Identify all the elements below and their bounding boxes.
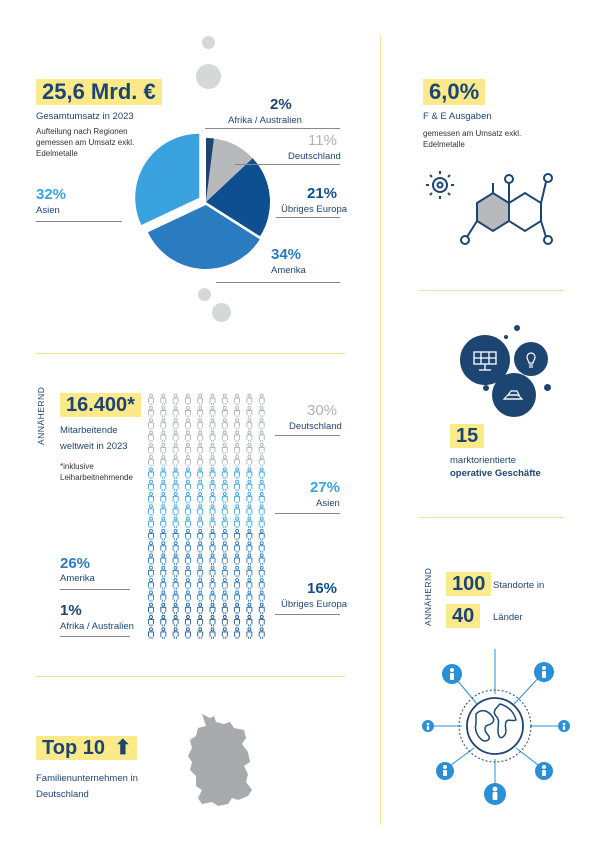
person-icon [149, 419, 154, 430]
person-icon [259, 542, 264, 553]
decor-bubble [514, 325, 520, 331]
person-icon [149, 406, 154, 417]
person-icon [149, 505, 154, 516]
person-icon [161, 566, 166, 577]
person-icon [198, 456, 203, 467]
person-icon [161, 394, 166, 405]
person-icon [161, 616, 166, 627]
person-icon [198, 480, 203, 491]
person-icon [235, 603, 240, 614]
person-icon [222, 431, 227, 442]
divider-left-1 [35, 353, 345, 354]
locations-sites-number: 100 [446, 572, 491, 596]
person-icon [198, 591, 203, 602]
person-icon [222, 628, 227, 639]
person-icon [185, 468, 190, 479]
person-icon [185, 456, 190, 467]
person-icon [222, 468, 227, 479]
person-icon [185, 628, 190, 639]
person-icon [161, 579, 166, 590]
rnd-headline: 6,0% [423, 79, 485, 105]
person-icon [247, 566, 252, 577]
person-icon [210, 443, 215, 454]
family-headline [36, 736, 137, 760]
person-icon [222, 394, 227, 405]
person-icon [149, 480, 154, 491]
person-icon [222, 406, 227, 417]
employees-approx-label: ANNÄHERND [36, 386, 46, 445]
person-icon [185, 419, 190, 430]
revenue-label-america: Amerika [271, 265, 306, 276]
person-icon [198, 603, 203, 614]
person-icon [161, 406, 166, 417]
person-icon [235, 456, 240, 467]
person-icon [210, 591, 215, 602]
employees-note: *inklusive Leiharbeitnehmende [60, 462, 133, 482]
person-icon [161, 443, 166, 454]
person-icon [247, 456, 252, 467]
person-icon [247, 616, 252, 627]
person-icon [198, 566, 203, 577]
person-icon [161, 603, 166, 614]
person-icon [185, 394, 190, 405]
person-icon [222, 591, 227, 602]
person-icon [222, 529, 227, 540]
person-icon [198, 406, 203, 417]
person-icon [222, 566, 227, 577]
person-icon [173, 616, 178, 627]
person-icon [259, 603, 264, 614]
person-icon [173, 480, 178, 491]
person-icon [235, 406, 240, 417]
locations-approx-label: ANNÄHERND [423, 567, 433, 626]
revenue-title: Gesamtumsatz in 2023 [36, 111, 134, 122]
person-icon [247, 480, 252, 491]
person-icon [235, 505, 240, 516]
person-icon [235, 591, 240, 602]
person-icon [259, 554, 264, 565]
person-icon [235, 566, 240, 577]
decor-bubble [544, 384, 551, 391]
person-icon [247, 591, 252, 602]
person-icon [247, 443, 252, 454]
person-icon [149, 394, 154, 405]
person-icon [210, 431, 215, 442]
person-icon [247, 628, 252, 639]
person-icon [210, 566, 215, 577]
revenue-label-europe: Übriges Europa [281, 204, 348, 215]
person-icon [198, 579, 203, 590]
person-icon [173, 394, 178, 405]
person-icon [198, 616, 203, 627]
person-icon [161, 542, 166, 553]
leader-line [276, 217, 340, 218]
person-icon [198, 493, 203, 504]
person-icon [173, 505, 178, 516]
leader-line [235, 164, 340, 165]
business-number: 15 [450, 424, 484, 448]
family-title: Familienunternehmen in Deutschland [36, 773, 138, 800]
leader-line [36, 221, 122, 222]
person-icon [235, 517, 240, 528]
person-icon [247, 493, 252, 504]
person-icon [161, 456, 166, 467]
person-icon [235, 480, 240, 491]
person-icon [247, 468, 252, 479]
revenue-pct-asia: 32% [36, 186, 67, 203]
employee-icon-grid [145, 392, 270, 642]
person-icon [185, 406, 190, 417]
person-icon [235, 529, 240, 540]
person-icon [235, 493, 240, 504]
person-icon [222, 443, 227, 454]
person-icon [185, 480, 190, 491]
person-icon [198, 419, 203, 430]
rnd-note: gemessen am Umsatz exkl. Edelmetalle [423, 129, 522, 149]
person-icon [247, 529, 252, 540]
person-icon [235, 431, 240, 442]
person-icon [173, 456, 178, 467]
molecule-gear-icon [420, 165, 560, 250]
employees-label-africa: Afrika / Australien [60, 621, 134, 632]
person-icon [173, 431, 178, 442]
employees-label-europe: Übriges Europa [281, 599, 348, 610]
revenue-pct-germany: 11% [308, 132, 337, 149]
person-icon [149, 591, 154, 602]
person-icon [149, 456, 154, 467]
person-icon [161, 493, 166, 504]
person-icon [259, 493, 264, 504]
person-icon [149, 468, 154, 479]
person-icon [235, 443, 240, 454]
person-icon [210, 542, 215, 553]
person-icon [259, 406, 264, 417]
person-icon [161, 505, 166, 516]
person-icon [149, 616, 154, 627]
person-icon [161, 468, 166, 479]
pie-slice [135, 134, 199, 225]
person-icon [149, 493, 154, 504]
employees-pct-asia: 27% [310, 479, 341, 496]
person-icon [222, 505, 227, 516]
person-icon [161, 431, 166, 442]
person-icon [222, 456, 227, 467]
person-icon [185, 591, 190, 602]
germany-map-icon [170, 712, 265, 824]
globe-network-icon [412, 644, 577, 814]
person-icon [149, 443, 154, 454]
person-icon [247, 603, 252, 614]
person-icon [173, 468, 178, 479]
revenue-label-germany: Deutschland [288, 151, 341, 162]
person-icon [198, 628, 203, 639]
person-icon [210, 419, 215, 430]
person-icon [259, 419, 264, 430]
person-icon [259, 480, 264, 491]
metal-bars-icon [492, 373, 536, 417]
person-icon [247, 554, 252, 565]
leader-line [275, 435, 340, 436]
person-icon [149, 554, 154, 565]
lightbulb-icon [514, 342, 548, 376]
business-line1: marktorientierte [450, 455, 516, 466]
person-icon [259, 529, 264, 540]
person-icon [185, 603, 190, 614]
person-icon [161, 529, 166, 540]
employees-label-germany: Deutschland [289, 421, 342, 432]
leader-line [60, 589, 130, 590]
person-icon [247, 419, 252, 430]
person-icon [210, 480, 215, 491]
leader-line [205, 128, 340, 129]
person-icon [161, 480, 166, 491]
decor-bubble [483, 385, 489, 391]
person-icon [185, 493, 190, 504]
revenue-pct-europe: 21% [307, 185, 338, 202]
revenue-pie-chart [118, 130, 293, 280]
employees-label-asia: Asien [316, 498, 340, 509]
employees-title: Mitarbeitende weltweit in 2023 [60, 425, 128, 453]
employees-pct-america: 26% [60, 555, 91, 572]
person-icon [247, 542, 252, 553]
person-icon [247, 431, 252, 442]
person-icon [259, 517, 264, 528]
leader-line [275, 513, 340, 514]
person-icon [198, 443, 203, 454]
employees-label-america: Amerika [60, 573, 95, 584]
person-icon [173, 591, 178, 602]
person-icon [247, 394, 252, 405]
person-icon [222, 554, 227, 565]
employees-headline: 16.400* [60, 393, 141, 417]
person-icon [198, 468, 203, 479]
person-icon [259, 566, 264, 577]
person-icon [235, 419, 240, 430]
person-icon [259, 394, 264, 405]
person-icon [210, 468, 215, 479]
person-icon [161, 517, 166, 528]
person-icon [259, 431, 264, 442]
person-icon [198, 542, 203, 553]
person-icon [198, 505, 203, 516]
revenue-note: Aufteilung nach Regionen gemessen am Umsatz exkl. Edelmetalle [36, 127, 135, 158]
person-icon [161, 591, 166, 602]
person-icon [185, 542, 190, 553]
person-icon [173, 493, 178, 504]
person-icon [247, 579, 252, 590]
person-icon [235, 628, 240, 639]
person-icon [149, 579, 154, 590]
leader-line [275, 614, 340, 615]
person-icon [198, 517, 203, 528]
person-icon [222, 480, 227, 491]
person-icon [259, 628, 264, 639]
decor-bubble [196, 64, 221, 89]
person-icon [198, 554, 203, 565]
business-line2: operative Geschäfte [450, 468, 541, 479]
person-icon [210, 579, 215, 590]
person-icon [149, 628, 154, 639]
person-icon [149, 431, 154, 442]
decor-bubble [202, 36, 215, 49]
person-icon [247, 505, 252, 516]
person-icon [259, 468, 264, 479]
family-headline-text: Top 10 [42, 737, 105, 759]
person-icon [149, 603, 154, 614]
person-icon [185, 529, 190, 540]
person-icon [185, 505, 190, 516]
leader-line [216, 282, 340, 283]
person-icon [210, 493, 215, 504]
person-icon [235, 542, 240, 553]
person-icon [247, 406, 252, 417]
person-icon [185, 431, 190, 442]
vertical-divider [380, 35, 381, 825]
person-icon [222, 517, 227, 528]
person-icon [210, 628, 215, 639]
person-icon [259, 616, 264, 627]
person-icon [210, 394, 215, 405]
divider-right-2 [418, 517, 563, 518]
person-icon [173, 603, 178, 614]
person-icon [185, 554, 190, 565]
person-icon [161, 419, 166, 430]
person-icon [173, 542, 178, 553]
person-icon [259, 443, 264, 454]
employees-pct-germany: 30% [307, 402, 338, 419]
revenue-headline: 25,6 Mrd. € [36, 79, 162, 105]
person-icon [198, 529, 203, 540]
person-icon [222, 603, 227, 614]
person-icon [149, 517, 154, 528]
person-icon [235, 468, 240, 479]
divider-left-2 [35, 676, 345, 677]
decor-bubble [198, 288, 211, 301]
person-icon [235, 554, 240, 565]
person-icon [185, 517, 190, 528]
locations-countries-number: 40 [446, 604, 480, 628]
person-icon [173, 554, 178, 565]
person-icon [173, 419, 178, 430]
locations-countries-label: Länder [493, 612, 523, 623]
person-icon [210, 456, 215, 467]
person-icon [185, 566, 190, 577]
person-icon [173, 517, 178, 528]
person-icon [173, 628, 178, 639]
person-icon [222, 579, 227, 590]
person-icon [161, 554, 166, 565]
person-icon [222, 493, 227, 504]
person-icon [198, 431, 203, 442]
person-icon [198, 394, 203, 405]
person-icon [161, 628, 166, 639]
person-icon [185, 443, 190, 454]
person-icon [235, 394, 240, 405]
person-icon [210, 406, 215, 417]
person-icon [259, 505, 264, 516]
revenue-label-asia: Asien [36, 205, 60, 216]
person-icon [222, 419, 227, 430]
locations-sites-label: Standorte in [493, 580, 545, 591]
person-icon [222, 542, 227, 553]
person-icon [173, 529, 178, 540]
person-icon [210, 517, 215, 528]
person-icon [259, 456, 264, 467]
revenue-pct-africa: 2% [270, 96, 292, 113]
person-icon [149, 529, 154, 540]
revenue-pct-america: 34% [271, 246, 302, 263]
person-icon [210, 529, 215, 540]
leader-line [60, 636, 130, 637]
person-icon [173, 566, 178, 577]
person-icon [173, 579, 178, 590]
person-icon [173, 406, 178, 417]
person-icon [222, 616, 227, 627]
revenue-label-africa: Afrika / Australien [228, 115, 302, 126]
person-icon [149, 542, 154, 553]
divider-right-1 [418, 290, 563, 291]
person-icon [259, 579, 264, 590]
person-icon [235, 579, 240, 590]
person-icon [173, 443, 178, 454]
person-icon [210, 554, 215, 565]
person-icon [210, 505, 215, 516]
person-icon [210, 616, 215, 627]
person-icon [149, 566, 154, 577]
person-icon [235, 616, 240, 627]
person-icon [210, 603, 215, 614]
employees-pct-europe: 16% [307, 580, 338, 597]
person-icon [185, 579, 190, 590]
decor-bubble [212, 303, 231, 322]
up-arrow-icon: ⬆ [114, 737, 132, 759]
person-icon [259, 591, 264, 602]
rnd-title: F & E Ausgaben [423, 111, 492, 122]
employees-pct-africa: 1% [60, 602, 82, 619]
person-icon [247, 517, 252, 528]
person-icon [185, 616, 190, 627]
